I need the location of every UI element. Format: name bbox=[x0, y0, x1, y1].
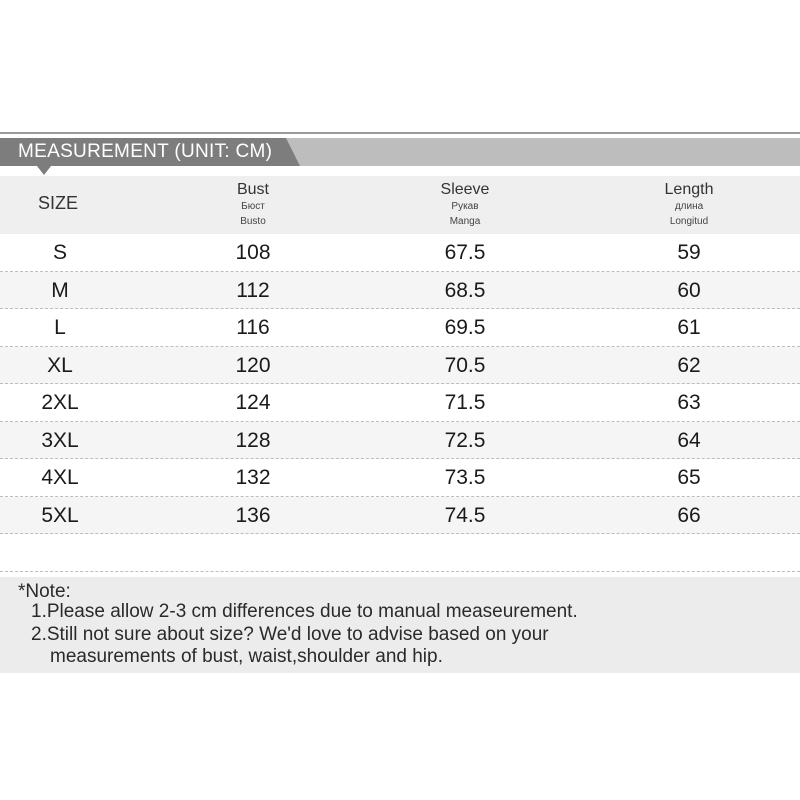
table-row bbox=[0, 497, 800, 535]
note-line-1: 1.Please allow 2-3 cm differences due to manual measeurement. bbox=[31, 601, 578, 622]
table-header-row bbox=[0, 176, 800, 234]
column-header-es: Longitud bbox=[669, 216, 709, 227]
length-cell: 63 bbox=[677, 391, 701, 414]
top-divider bbox=[0, 132, 800, 134]
length-cell: 65 bbox=[677, 466, 701, 489]
bust-cell: 116 bbox=[236, 316, 270, 339]
sleeve-cell: 70.5 bbox=[444, 353, 486, 377]
bust-cell: 128 bbox=[235, 428, 271, 452]
size-cell: 5XL bbox=[41, 503, 79, 527]
table-row bbox=[0, 422, 800, 460]
banner-title: MEASUREMENT (UNIT: CM) bbox=[18, 141, 273, 162]
bust-cell: 112 bbox=[236, 278, 270, 302]
note-line-2-continued: measurements of bust, waist,shoulder and hip. bbox=[50, 646, 443, 667]
bust-cell: 132 bbox=[235, 466, 271, 489]
sleeve-column-header bbox=[365, 176, 565, 234]
length-cell: 64 bbox=[677, 428, 701, 452]
size-cell: 2XL bbox=[41, 391, 79, 414]
size-column-header: SIZE bbox=[37, 193, 78, 213]
sleeve-cell: 71.5 bbox=[444, 391, 486, 414]
column-header-en: Length bbox=[664, 181, 714, 198]
size-cell: L bbox=[54, 316, 66, 339]
bust-column-header bbox=[153, 176, 353, 234]
empty-table-row bbox=[0, 534, 800, 572]
size-cell: 3XL bbox=[41, 428, 79, 452]
sleeve-cell: 69.5 bbox=[444, 316, 486, 339]
length-cell: 59 bbox=[677, 241, 701, 264]
sleeve-cell: 72.5 bbox=[444, 428, 486, 452]
notes-box bbox=[0, 577, 800, 673]
length-cell: 60 bbox=[677, 278, 701, 302]
sleeve-cell: 74.5 bbox=[444, 503, 486, 527]
sleeve-cell: 73.5 bbox=[444, 466, 486, 489]
note-title: *Note: bbox=[18, 581, 71, 602]
note-line-2: 2.Still not sure about size? We'd love to advise based on your bbox=[31, 624, 549, 645]
column-header-es: Busto bbox=[240, 216, 266, 227]
table-row bbox=[0, 234, 800, 272]
size-cell: S bbox=[52, 241, 67, 264]
table-row bbox=[0, 347, 800, 385]
sleeve-cell: 67.5 bbox=[444, 241, 486, 264]
table-row bbox=[0, 272, 800, 310]
sleeve-cell: 68.5 bbox=[444, 278, 486, 302]
column-header-ru: Бюст bbox=[241, 201, 265, 212]
table-row bbox=[0, 459, 800, 497]
banner-pointer-icon bbox=[37, 166, 51, 175]
title-banner bbox=[0, 138, 800, 166]
bust-cell: 108 bbox=[235, 241, 271, 264]
table-row bbox=[0, 384, 800, 422]
length-cell: 61 bbox=[677, 316, 701, 339]
column-header-en: Bust bbox=[236, 181, 269, 198]
size-cell: M bbox=[51, 278, 69, 302]
size-cell: 4XL bbox=[41, 466, 79, 489]
bust-cell: 136 bbox=[235, 503, 271, 527]
column-header-en: Sleeve bbox=[440, 181, 490, 198]
bust-cell: 120 bbox=[235, 353, 271, 377]
column-header-es: Manga bbox=[449, 216, 481, 227]
length-cell: 66 bbox=[677, 503, 701, 527]
table-row bbox=[0, 309, 800, 347]
bust-cell: 124 bbox=[235, 391, 271, 414]
length-column-header bbox=[589, 176, 789, 234]
column-header-ru: длина bbox=[674, 201, 704, 212]
size-cell: XL bbox=[47, 353, 73, 377]
length-cell: 62 bbox=[677, 353, 701, 377]
measurement-table bbox=[0, 176, 800, 572]
column-header-ru: Рукав bbox=[451, 201, 479, 212]
